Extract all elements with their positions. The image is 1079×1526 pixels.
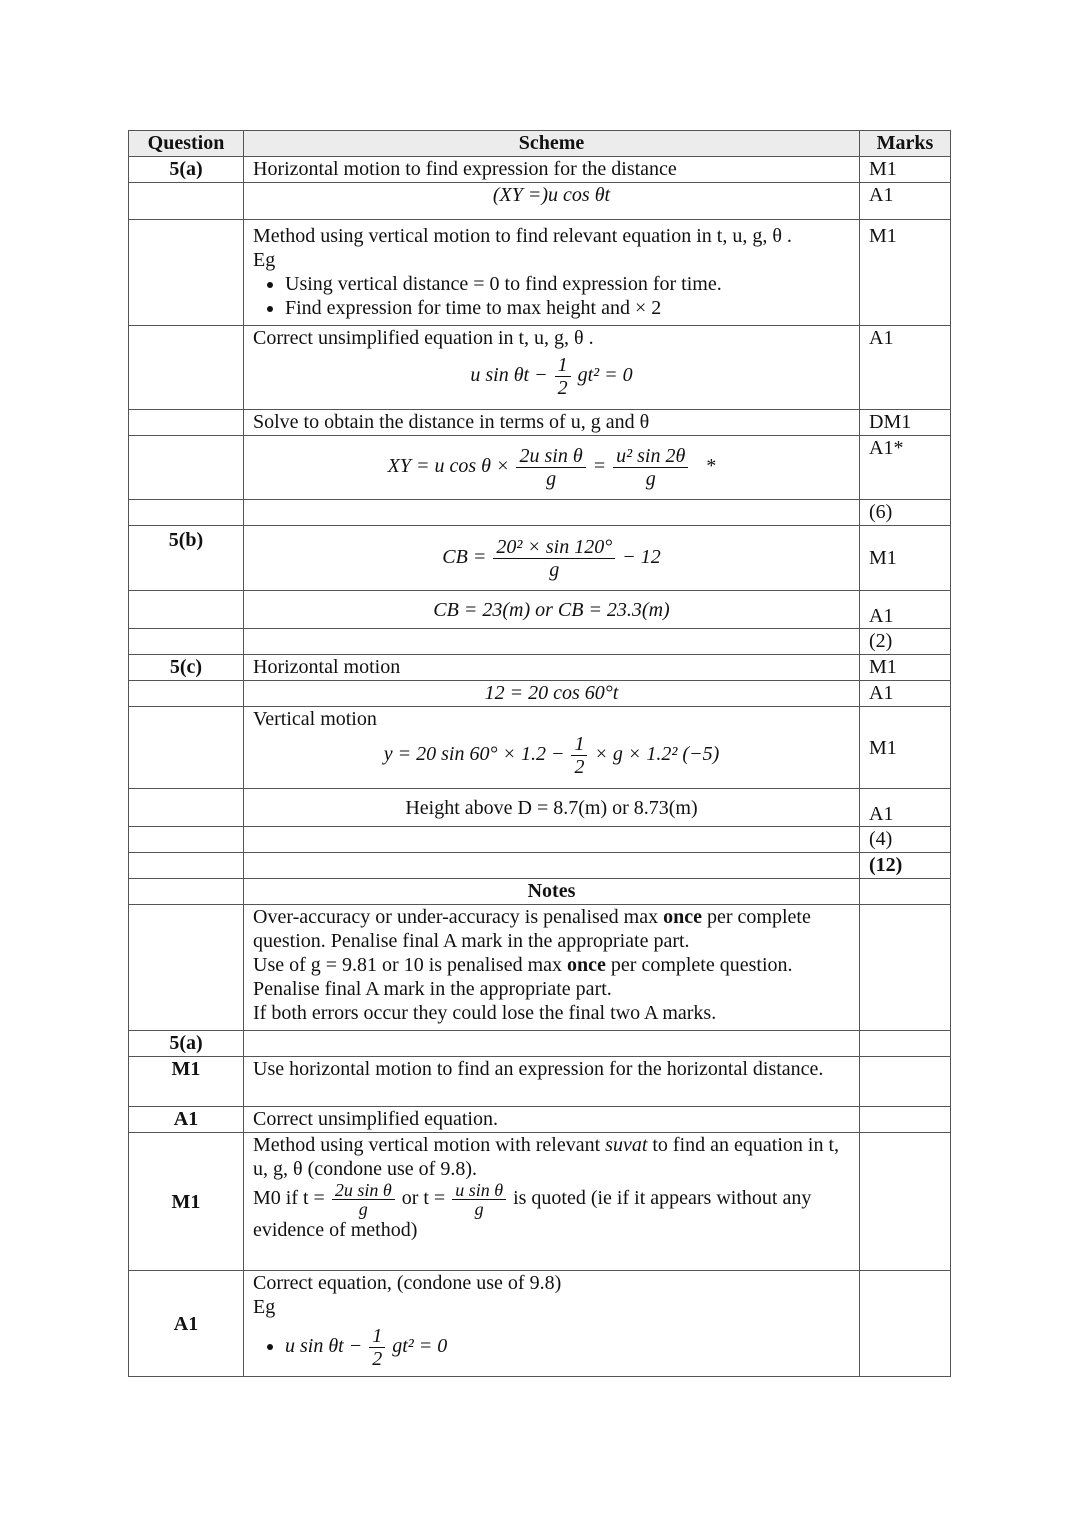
note-text: Correct unsimplified equation.: [244, 1107, 860, 1133]
scheme-text: Horizontal motion: [244, 655, 860, 681]
fraction: [493, 536, 615, 581]
table-row: [129, 707, 951, 789]
notes-title: Notes: [244, 879, 860, 905]
table-row: [129, 326, 951, 410]
table-row: [129, 526, 951, 591]
list-item: • u sin θt − $\frac{1}{2}$ gt² = 0: [285, 1325, 850, 1370]
mark-value: A1: [860, 326, 951, 410]
fraction: [571, 733, 587, 778]
question-label: 5(a): [129, 157, 244, 183]
part-total: (4): [860, 827, 951, 853]
table-row: [129, 436, 951, 500]
table-row: [129, 1057, 951, 1107]
scheme-text: Solve to obtain the distance in terms of u, g and θ: [244, 410, 860, 436]
denominator: g: [474, 1199, 484, 1219]
scheme-text: [244, 707, 860, 789]
note-mark: A1: [129, 1107, 244, 1133]
numerator: u² sin 2θ: [613, 445, 688, 468]
eq-part: gt² = 0: [577, 364, 633, 387]
table-row: [129, 827, 951, 853]
table-row: [129, 1271, 951, 1377]
part-total: (6): [860, 500, 951, 526]
equation: (XY =)u cos θt: [244, 183, 860, 220]
grand-total: (12): [860, 853, 951, 879]
denominator: 2: [557, 377, 568, 399]
table-row: [129, 1107, 951, 1133]
equation: [244, 526, 860, 591]
bullet-list: [253, 1325, 850, 1370]
mark-value: DM1: [860, 410, 951, 436]
note-text: [244, 1133, 860, 1271]
scheme-text: [244, 220, 860, 326]
note-line: Over-accuracy or under-accuracy is penalised max once per complete question. Penalise final A mark in the appropriate part.: [253, 906, 811, 952]
denominator: g: [645, 468, 656, 490]
question-label: 5(c): [129, 655, 244, 681]
note-mark: M1: [129, 1057, 244, 1107]
eq-part: =: [592, 455, 607, 478]
table-row: [129, 879, 951, 905]
list-item: • Using vertical distance = 0 to find expression for time.: [285, 272, 850, 296]
mark-value: A1: [860, 789, 951, 827]
equation: [253, 354, 850, 399]
eq-part: × g × 1.2² (−5): [594, 743, 720, 766]
table-row: [129, 789, 951, 827]
eq-part: *: [705, 455, 716, 478]
numerator: 2u sin θ: [516, 445, 585, 468]
equation: [253, 733, 850, 778]
fraction: [452, 1181, 506, 1218]
mark-value: M1: [860, 220, 951, 326]
mark-value: M1: [860, 707, 951, 789]
list-item: • Find expression for time to max height and × 2: [285, 296, 850, 320]
mark-value: A1*: [860, 436, 951, 500]
equation: CB = 23(m) or CB = 23.3(m): [244, 591, 860, 629]
denominator: g: [546, 468, 557, 490]
equation: [244, 436, 860, 500]
denominator: g: [549, 558, 560, 581]
fraction: [332, 1181, 395, 1218]
table-row: [129, 220, 951, 326]
fraction: [555, 354, 571, 399]
scheme-text: Horizontal motion to find expression for the distance: [244, 157, 860, 183]
mark-scheme-table: [128, 130, 951, 1377]
note-line: If both errors occur they could lose the final two A marks.: [253, 1002, 717, 1024]
numerator: 1: [555, 354, 571, 377]
denominator: g: [358, 1199, 368, 1219]
table-row: [129, 655, 951, 681]
mark-value: A1: [860, 591, 951, 629]
note-line: Use of g = 9.81 or 10 is penalised max once per complete question. Penalise final A mark in the appropriate part.: [253, 954, 793, 1000]
note-mark: A1: [129, 1271, 244, 1377]
numerator: 1: [369, 1325, 385, 1348]
numerator: 2u sin θ: [332, 1181, 395, 1200]
eq-part: − 12: [622, 545, 661, 568]
note-mark: M1: [129, 1133, 244, 1271]
header-row: [129, 131, 951, 157]
table-row: [129, 629, 951, 655]
table-row: [129, 905, 951, 1031]
note-line: Method using vertical motion with relevant suvat to find an equation in t, u, g, θ (condone use of 9.8).: [253, 1134, 840, 1180]
fraction: [516, 445, 585, 490]
question-label: 5(a): [129, 1031, 244, 1057]
mark-value: M1: [860, 655, 951, 681]
table-row: [129, 157, 951, 183]
scheme-line: Vertical motion: [253, 708, 377, 730]
note-line: Correct equation, (condone use of 9.8): [253, 1272, 562, 1294]
table-row: [129, 1133, 951, 1271]
mark-value: M1: [860, 526, 951, 591]
denominator: 2: [372, 1348, 383, 1370]
eq-part: y = 20 sin 60° × 1.2 −: [383, 743, 565, 766]
eg-label: Eg: [253, 1296, 276, 1318]
equation: Height above D = 8.7(m) or 8.73(m): [244, 789, 860, 827]
mark-value: A1: [860, 183, 951, 220]
note-text: [244, 1271, 860, 1377]
header-marks: Marks: [860, 131, 951, 157]
fraction: [613, 445, 688, 490]
mark-value: A1: [860, 681, 951, 707]
equation: 12 = 20 cos 60°t: [244, 681, 860, 707]
bullet-list: [253, 272, 850, 320]
table-row: [129, 410, 951, 436]
question-label: 5(b): [129, 526, 244, 591]
table-row: [129, 681, 951, 707]
numerator: u sin θ: [452, 1181, 506, 1200]
header-question: Question: [129, 131, 244, 157]
numerator: 1: [571, 733, 587, 756]
denominator: 2: [574, 756, 585, 778]
table-row: [129, 591, 951, 629]
scheme-line: Correct unsimplified equation in t, u, g, θ .: [253, 327, 594, 349]
fraction: [369, 1325, 385, 1370]
part-total: (2): [860, 629, 951, 655]
eq-part: XY = u cos θ ×: [387, 455, 510, 478]
note-text: Use horizontal motion to find an expression for the horizontal distance.: [244, 1057, 860, 1107]
eq-part: CB =: [442, 545, 487, 568]
table-row: [129, 500, 951, 526]
numerator: 20² × sin 120°: [493, 536, 615, 559]
method-line: Method using vertical motion to find relevant equation in t, u, g, θ .: [253, 225, 792, 247]
table-row: [129, 1031, 951, 1057]
table-row: [129, 183, 951, 220]
eg-label: Eg: [253, 249, 276, 271]
scheme-text: [244, 326, 860, 410]
table-row: [129, 853, 951, 879]
general-notes: [244, 905, 860, 1031]
eq-part: u sin θt −: [470, 364, 548, 387]
header-scheme: Scheme: [244, 131, 860, 157]
note-line: M0 if t = $\frac{\text{2u sin θ}}{g}$ or t = $\frac{\text{u sin θ}}{g}$ is quoted (ie if it appears without any evidence of method): [253, 1180, 812, 1241]
mark-value: M1: [860, 157, 951, 183]
